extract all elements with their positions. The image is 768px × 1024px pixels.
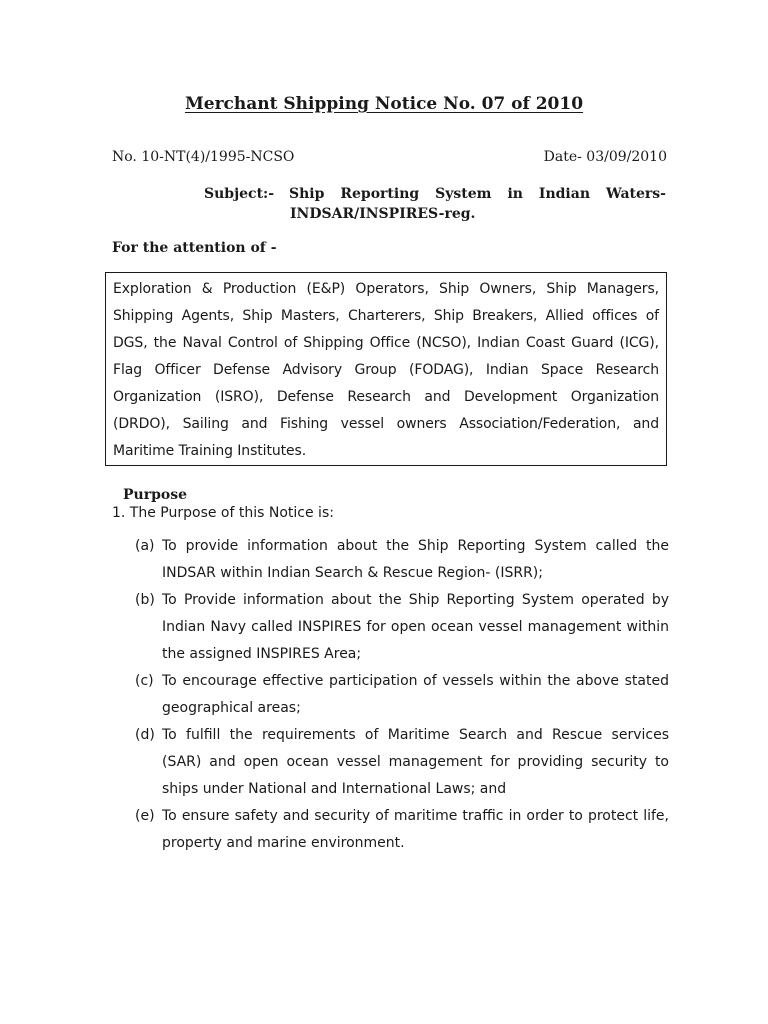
purpose-item-text: To provide information about the Ship Reporting System called the INDSAR within Indian Search & Rescue Region- (ISRR); xyxy=(162,538,669,581)
purpose-item-marker: (c) xyxy=(135,673,154,689)
subject-line-1: Ship Reporting System in Indian Waters- xyxy=(289,186,666,202)
subject-block xyxy=(204,184,669,224)
purpose-item-text: To fulfill the requirements of Maritime Search and Rescue services (SAR) and open ocean vessel management for providing security to ships under National and International Laws; and xyxy=(162,727,669,797)
purpose-item-text: To ensure safety and security of maritime traffic in order to protect life, property and marine environment. xyxy=(162,808,669,851)
purpose-item-text: To encourage effective participation of vessels within the above stated geographical areas; xyxy=(162,673,669,716)
purpose-item-e xyxy=(135,803,669,857)
purpose-item-marker: (e) xyxy=(135,808,155,824)
purpose-item-marker: (b) xyxy=(135,592,155,608)
purpose-item-marker: (a) xyxy=(135,538,155,554)
attention-heading: For the attention of - xyxy=(112,240,277,256)
purpose-item-marker: (d) xyxy=(135,727,155,743)
purpose-intro: 1. The Purpose of this Notice is: xyxy=(112,505,334,521)
purpose-heading: Purpose xyxy=(123,487,187,503)
purpose-item-text: To Provide information about the Ship Reporting System operated by Indian Navy called INSPIRES for open ocean vessel management within the assigned INSPIRES Area; xyxy=(162,592,669,662)
notice-date: Date- 03/09/2010 xyxy=(543,149,667,165)
recipients-box: Exploration & Production (E&P) Operators, Ship Owners, Ship Managers, Shipping Agents, Ship Masters, Charterers, Ship Breakers, Allied offices of DGS, the Naval Control of Shipping Office (NCSO), Indian Coast Guard (ICG), Flag Officer Defense Advisory Group (FODAG), Indian Space Research Organization (ISRO), Defense Research and Development Organization (DRDO), Sailing and Fishing vessel owners Association/Federation, and Maritime Training Institutes. xyxy=(105,272,667,466)
subject-label: Subject:- xyxy=(204,186,275,202)
purpose-item-a xyxy=(135,533,669,587)
purpose-item-c xyxy=(135,668,669,722)
purpose-item-d xyxy=(135,722,669,803)
notice-title xyxy=(0,94,768,114)
purpose-item-b xyxy=(135,587,669,668)
purpose-list xyxy=(135,533,669,857)
reference-number: No. 10-NT(4)/1995-NCSO xyxy=(112,149,295,165)
notice-title-text: Merchant Shipping Notice No. 07 of 2010 xyxy=(184,94,584,114)
subject-line-2: INDSAR/INSPIRES-reg. xyxy=(290,206,476,222)
